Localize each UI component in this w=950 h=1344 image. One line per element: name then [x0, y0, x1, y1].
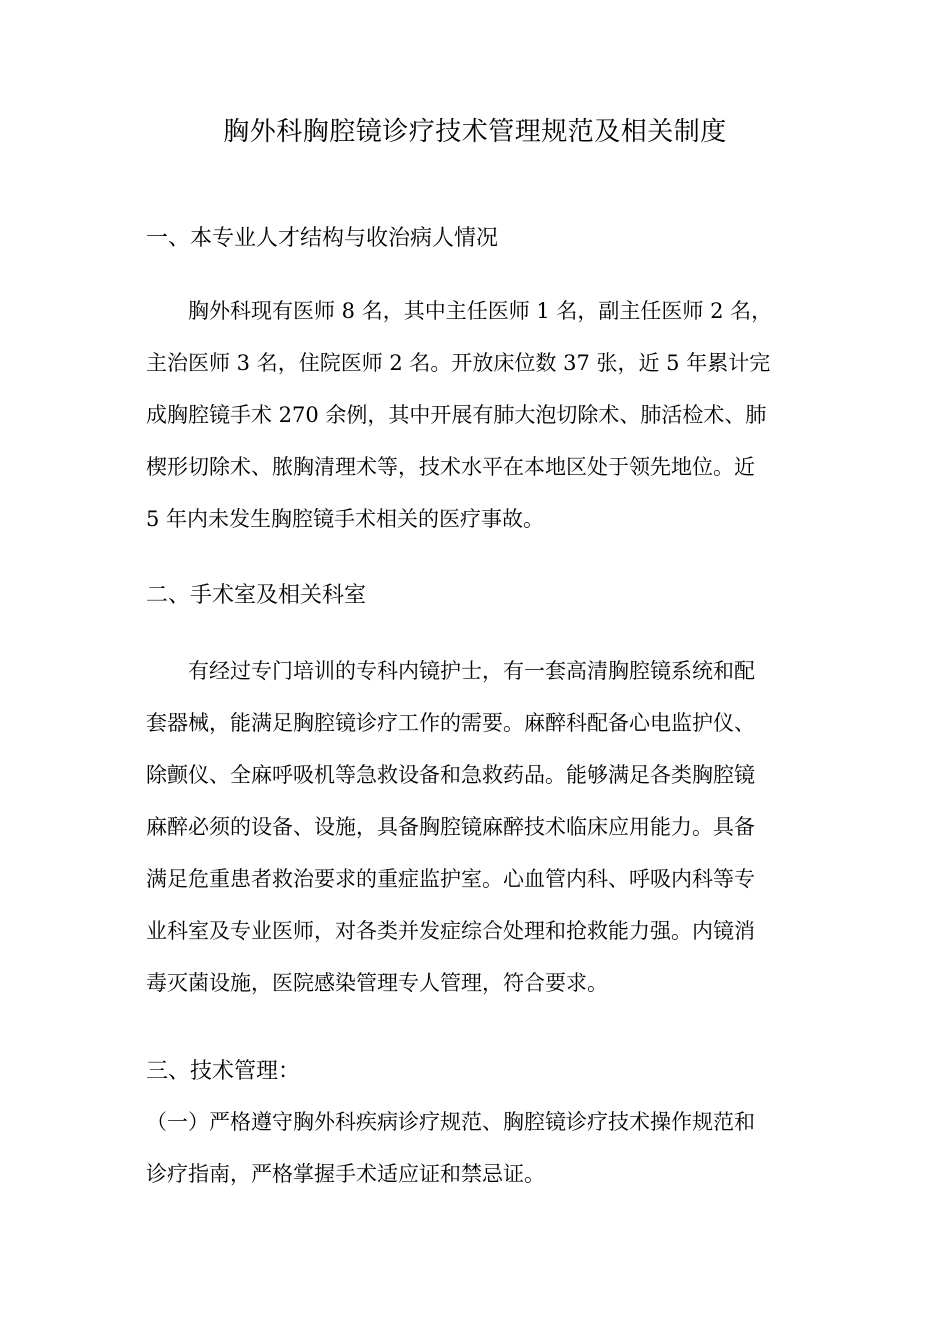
section-heading-1: 一、本专业人才结构与收治病人情况 — [146, 226, 499, 251]
paragraph-line: 成胸腔镜手术 270 余例，其中开展有肺大泡切除术、肺活检术、肺 — [146, 403, 767, 427]
paragraph-line: 诊疗指南，严格掌握手术适应证和禁忌证。 — [146, 1162, 545, 1186]
paragraph-line: 主治医师 3 名，住院医师 2 名。开放床位数 37 张，近 5 年累计完 — [146, 351, 771, 375]
paragraph-line: 满足危重患者救治要求的重症监护室。心血管内科、呼吸内科等专 — [146, 867, 755, 891]
document-title: 胸外科胸腔镜诊疗技术管理规范及相关制度 — [223, 117, 727, 147]
paragraph-line: 麻醉必须的设备、设施，具备胸腔镜麻醉技术临床应用能力。具备 — [146, 815, 755, 839]
section-heading-3: 三、技术管理： — [146, 1059, 301, 1084]
paragraph-line: 套器械，能满足胸腔镜诊疗工作的需要。麻醉科配备心电监护仪、 — [146, 711, 755, 735]
paragraph-line: 胸外科现有医师 8 名，其中主任医师 1 名，副主任医师 2 名， — [188, 299, 773, 323]
section-heading-2: 二、手术室及相关科室 — [146, 583, 367, 608]
paragraph-line: 毒灭菌设施，医院感染管理专人管理，符合要求。 — [146, 971, 608, 995]
paragraph-line: 除颤仪、全麻呼吸机等急救设备和急救药品。能够满足各类胸腔镜 — [146, 763, 755, 787]
paragraph-line: 5 年内未发生胸腔镜手术相关的医疗事故。 — [146, 507, 545, 531]
paragraph-line: 楔形切除术、脓胸清理术等，技术水平在本地区处于领先地位。近 — [146, 455, 755, 479]
section-paragraph-1 — [146, 285, 786, 545]
section-paragraph-2 — [146, 645, 786, 1009]
section-paragraph-3 — [146, 1096, 786, 1200]
paragraph-line: （一）严格遵守胸外科疾病诊疗规范、胸腔镜诊疗技术操作规范和 — [146, 1110, 755, 1134]
paragraph-line: 业科室及专业医师，对各类并发症综合处理和抢救能力强。内镜消 — [146, 919, 755, 943]
paragraph-line: 有经过专门培训的专科内镜护士，有一套高清胸腔镜系统和配 — [188, 659, 755, 683]
